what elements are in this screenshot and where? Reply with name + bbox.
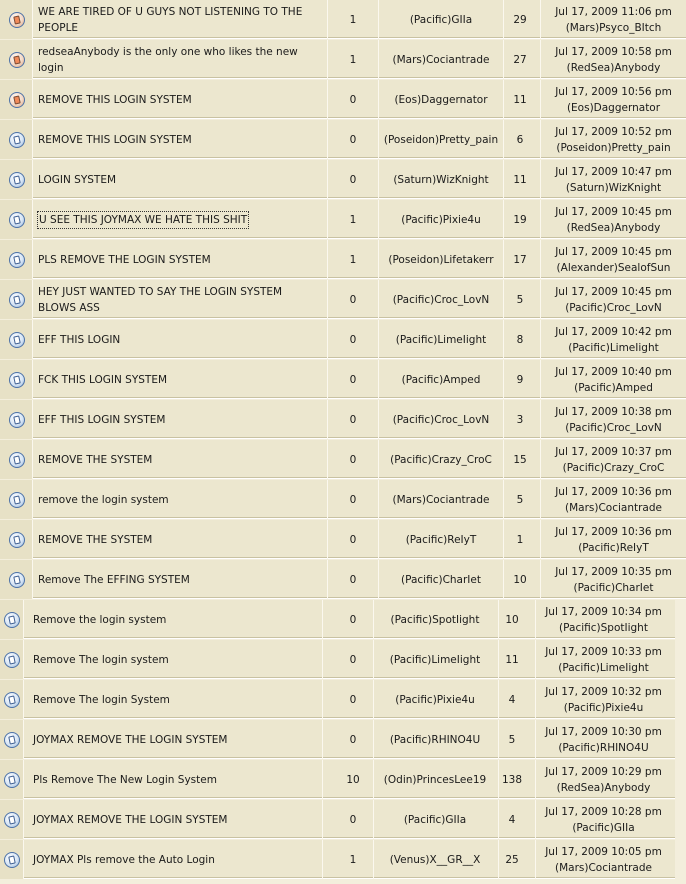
thread-author[interactable]: (Pacific)LimeIight bbox=[389, 653, 481, 666]
thread-author[interactable]: (Pacific)RHINO4U bbox=[389, 733, 481, 746]
thread-icon-cell bbox=[0, 240, 33, 279]
hot-topic-icon bbox=[9, 12, 25, 28]
reply-count: 0 bbox=[349, 133, 357, 146]
thread-row[interactable] bbox=[0, 280, 686, 319]
thread-row[interactable] bbox=[0, 360, 686, 399]
hot-topic-icon bbox=[9, 92, 25, 108]
view-count: 5 bbox=[516, 293, 524, 306]
last-post-date: Jul 17, 2009 10:45 pm bbox=[555, 205, 672, 218]
view-count: 138 bbox=[501, 773, 523, 786]
thread-subject-link[interactable] bbox=[33, 680, 303, 719]
topic-icon bbox=[9, 372, 25, 388]
last-post-user[interactable]: (Pacific)CharIet bbox=[573, 581, 654, 594]
last-post-date: Jul 17, 2009 10:42 pm bbox=[555, 325, 672, 338]
topic-icon bbox=[9, 252, 25, 268]
thread-row[interactable] bbox=[0, 240, 686, 279]
thread-row[interactable] bbox=[0, 480, 686, 519]
last-post bbox=[541, 440, 686, 479]
topic-icon bbox=[9, 172, 25, 188]
last-post-date: Jul 17, 2009 10:35 pm bbox=[555, 565, 672, 578]
thread-icon-cell bbox=[0, 560, 33, 599]
last-post-date: Jul 17, 2009 10:47 pm bbox=[555, 165, 672, 178]
thread-author[interactable]: (Pacific)ReIyT bbox=[405, 533, 477, 546]
last-post bbox=[541, 40, 686, 79]
thread-row[interactable] bbox=[0, 840, 675, 879]
thread-subject-link[interactable] bbox=[38, 440, 308, 479]
reply-count: 0 bbox=[349, 333, 357, 346]
reply-count: 1 bbox=[349, 213, 357, 226]
reply-count: 10 bbox=[346, 773, 360, 786]
thread-author[interactable]: (Pacific)Croc_LovN bbox=[392, 413, 490, 426]
column-divider bbox=[322, 840, 323, 879]
reply-count: 0 bbox=[349, 653, 357, 666]
thread-row[interactable] bbox=[0, 160, 686, 199]
last-post-user[interactable]: (Pacific)RHINO4U bbox=[558, 741, 649, 754]
view-count: 8 bbox=[516, 333, 524, 346]
thread-subject-link[interactable] bbox=[38, 40, 308, 79]
topic-icon bbox=[4, 812, 20, 828]
thread-author[interactable]: (Venus)X__GR__X bbox=[389, 853, 481, 866]
last-post bbox=[541, 320, 686, 359]
last-post bbox=[536, 600, 671, 639]
topic-icon bbox=[9, 572, 25, 588]
thread-icon-cell bbox=[0, 440, 33, 479]
thread-author[interactable]: (Pacific)CharIet bbox=[401, 573, 481, 586]
last-post bbox=[541, 520, 686, 559]
view-count: 4 bbox=[508, 693, 516, 706]
thread-subject[interactable]: Remove The login system bbox=[33, 653, 169, 666]
topic-icon bbox=[9, 532, 25, 548]
reply-count: 0 bbox=[349, 693, 357, 706]
view-count: 6 bbox=[516, 133, 524, 146]
last-post-user[interactable]: (Pacific)SpotIight bbox=[559, 621, 648, 634]
last-post bbox=[536, 640, 671, 679]
thread-author[interactable]: (Pacific)Amped bbox=[401, 373, 481, 386]
reply-count: 0 bbox=[349, 93, 357, 106]
view-count: 10 bbox=[505, 613, 519, 626]
last-post-date: Jul 17, 2009 10:58 pm bbox=[555, 45, 672, 58]
thread-subject-link[interactable] bbox=[38, 280, 308, 319]
thread-row[interactable] bbox=[0, 320, 686, 359]
thread-icon-cell bbox=[0, 760, 24, 799]
thread-author[interactable]: (Pacific)Pixie4u bbox=[395, 693, 475, 706]
thread-row[interactable] bbox=[0, 40, 686, 79]
thread-subject-link[interactable] bbox=[38, 560, 308, 599]
last-post-user[interactable]: (Pacific)LimeIight bbox=[568, 341, 659, 354]
thread-icon-cell bbox=[0, 800, 24, 839]
thread-row[interactable] bbox=[0, 120, 686, 159]
last-post-date: Jul 17, 2009 10:40 pm bbox=[555, 365, 672, 378]
topic-icon bbox=[4, 692, 20, 708]
thread-icon-cell bbox=[0, 400, 33, 439]
last-post-date: Jul 17, 2009 10:38 pm bbox=[555, 405, 672, 418]
thread-row[interactable] bbox=[0, 680, 675, 719]
thread-author[interactable]: (Mars)Cociantrade bbox=[392, 493, 490, 506]
thread-subject-link[interactable] bbox=[33, 840, 303, 879]
last-post-date: Jul 17, 2009 10:29 pm bbox=[545, 765, 662, 778]
last-post-date: Jul 17, 2009 10:45 pm bbox=[555, 285, 672, 298]
thread-icon-cell bbox=[0, 40, 33, 79]
thread-row[interactable] bbox=[0, 760, 675, 799]
view-count: 5 bbox=[508, 733, 516, 746]
reply-count: 0 bbox=[349, 413, 357, 426]
thread-icon-cell bbox=[0, 320, 33, 359]
topic-icon bbox=[4, 652, 20, 668]
reply-count: 0 bbox=[349, 733, 357, 746]
thread-author[interactable]: (Pacific)Croc_LovN bbox=[392, 293, 490, 306]
thread-author[interactable]: (Pacific)SpotIight bbox=[390, 613, 480, 626]
thread-subject[interactable]: LOGIN SYSTEM bbox=[38, 173, 117, 186]
thread-subject[interactable]: HEY JUST WANTED TO SAY THE LOGIN SYSTEM BLOWS ASS bbox=[38, 285, 283, 314]
reply-count: 1 bbox=[349, 53, 357, 66]
thread-subject[interactable]: JOYMAX REMOVE THE LOGIN SYSTEM bbox=[33, 813, 228, 826]
view-count: 3 bbox=[516, 413, 524, 426]
thread-row[interactable] bbox=[0, 440, 686, 479]
thread-subject[interactable]: FCK THIS LOGIN SYSTEM bbox=[38, 373, 168, 386]
column-divider bbox=[322, 760, 323, 799]
last-post-user[interactable]: (Pacific)Amped bbox=[574, 381, 653, 394]
thread-subject-link[interactable] bbox=[33, 760, 303, 799]
thread-subject[interactable]: Remove The EFFING SYSTEM bbox=[38, 573, 190, 586]
thread-author[interactable]: (Saturn)WizKnight bbox=[393, 173, 489, 186]
topic-icon bbox=[9, 412, 25, 428]
thread-row[interactable] bbox=[0, 560, 686, 599]
thread-subject-link[interactable] bbox=[33, 640, 303, 679]
last-post-user[interactable]: (Mars)Psyco_BItch bbox=[565, 21, 662, 34]
reply-count: 0 bbox=[349, 453, 357, 466]
thread-subject-link[interactable] bbox=[38, 520, 308, 559]
last-post-date: Jul 17, 2009 10:34 pm bbox=[545, 605, 662, 618]
thread-subject[interactable]: JOYMAX REMOVE THE LOGIN SYSTEM bbox=[33, 733, 228, 746]
thread-subject-link[interactable] bbox=[38, 240, 308, 279]
column-divider bbox=[322, 640, 323, 679]
thread-subject[interactable]: REMOVE THIS LOGIN SYSTEM bbox=[38, 133, 192, 146]
last-post bbox=[541, 280, 686, 319]
thread-subject[interactable]: PLS REMOVE THE LOGIN SYSTEM bbox=[38, 253, 211, 266]
view-count: 9 bbox=[516, 373, 524, 386]
thread-subject-link[interactable] bbox=[38, 120, 308, 159]
topic-icon bbox=[9, 492, 25, 508]
reply-count: 0 bbox=[349, 613, 357, 626]
last-post-user[interactable]: (Pacific)Croc_LovN bbox=[565, 301, 662, 314]
thread-row[interactable] bbox=[0, 520, 686, 559]
last-post bbox=[541, 400, 686, 439]
page-background-strip bbox=[675, 600, 686, 884]
view-count: 11 bbox=[513, 173, 527, 186]
view-count: 1 bbox=[516, 533, 524, 546]
reply-count: 1 bbox=[349, 253, 357, 266]
thread-subject[interactable]: EFF THIS LOGIN bbox=[38, 333, 121, 346]
thread-subject-link[interactable] bbox=[38, 400, 308, 439]
last-post-user[interactable]: (Mars)Cociantrade bbox=[554, 861, 652, 874]
thread-row[interactable] bbox=[0, 200, 686, 239]
last-post-date: Jul 17, 2009 10:32 pm bbox=[545, 685, 662, 698]
last-post bbox=[541, 80, 686, 119]
topic-icon bbox=[4, 772, 20, 788]
thread-author[interactable]: (Eos)Daggernator bbox=[394, 93, 488, 106]
last-post-user[interactable]: (Alexander)SealofSun bbox=[556, 261, 671, 274]
last-post bbox=[541, 560, 686, 599]
view-count: 11 bbox=[505, 653, 519, 666]
thread-row[interactable] bbox=[0, 80, 686, 119]
thread-subject-link[interactable] bbox=[38, 360, 308, 399]
last-post bbox=[536, 720, 671, 759]
column-divider bbox=[322, 720, 323, 759]
column-divider bbox=[322, 600, 323, 639]
thread-subject-link[interactable] bbox=[38, 0, 308, 39]
last-post bbox=[536, 760, 671, 799]
reply-count: 0 bbox=[349, 173, 357, 186]
thread-icon-cell bbox=[0, 680, 24, 719]
thread-subject-link[interactable] bbox=[38, 80, 308, 119]
thread-row[interactable] bbox=[0, 720, 675, 759]
thread-subject[interactable]: remove the login system bbox=[38, 493, 169, 506]
thread-author[interactable]: (Poseidon)Pretty_pain bbox=[383, 133, 499, 146]
last-post-date: Jul 17, 2009 10:36 pm bbox=[555, 525, 672, 538]
last-post bbox=[541, 480, 686, 519]
view-count: 29 bbox=[513, 13, 527, 26]
thread-subject-link[interactable] bbox=[33, 600, 303, 639]
last-post-date: Jul 17, 2009 10:45 pm bbox=[555, 245, 672, 258]
last-post-date: Jul 17, 2009 10:37 pm bbox=[555, 445, 672, 458]
thread-author[interactable]: (Pacific)GIIa bbox=[403, 813, 467, 826]
thread-subject[interactable]: Remove the login system bbox=[33, 613, 167, 626]
reply-count: 0 bbox=[349, 293, 357, 306]
last-post-date: Jul 17, 2009 11:06 pm bbox=[555, 5, 672, 18]
last-post-user[interactable]: (Pacific)Croc_LovN bbox=[565, 421, 662, 434]
thread-row[interactable] bbox=[0, 600, 675, 639]
thread-row[interactable] bbox=[0, 640, 675, 679]
thread-subject[interactable]: U SEE THIS JOYMAX WE HATE THIS SHIT bbox=[39, 213, 248, 226]
last-post bbox=[536, 680, 671, 719]
thread-author[interactable]: (Pacific)Pixie4u bbox=[401, 213, 481, 226]
view-count: 27 bbox=[513, 53, 527, 66]
thread-icon-cell bbox=[0, 200, 33, 239]
thread-author[interactable]: (Mars)Cociantrade bbox=[392, 53, 490, 66]
last-post-user[interactable]: (RedSea)Anybody bbox=[566, 221, 661, 234]
hot-topic-icon bbox=[9, 52, 25, 68]
last-post bbox=[541, 240, 686, 279]
view-count: 15 bbox=[513, 453, 527, 466]
last-post bbox=[541, 120, 686, 159]
thread-subject[interactable]: JOYMAX Pls remove the Auto Login bbox=[33, 853, 215, 866]
view-count: 10 bbox=[513, 573, 527, 586]
thread-subject[interactable]: Remove The login System bbox=[33, 693, 170, 706]
reply-count: 0 bbox=[349, 573, 357, 586]
reply-count: 0 bbox=[349, 373, 357, 386]
last-post bbox=[536, 840, 671, 879]
last-post-date: Jul 17, 2009 10:28 pm bbox=[545, 805, 662, 818]
view-count: 25 bbox=[505, 853, 519, 866]
thread-subject-link[interactable] bbox=[38, 160, 308, 199]
view-count: 19 bbox=[513, 213, 527, 226]
thread-icon-cell bbox=[0, 840, 24, 879]
reply-count: 1 bbox=[349, 853, 357, 866]
last-post-date: Jul 17, 2009 10:56 pm bbox=[555, 85, 672, 98]
thread-icon-cell bbox=[0, 120, 33, 159]
thread-icon-cell bbox=[0, 600, 24, 639]
last-post bbox=[541, 360, 686, 399]
last-post-user[interactable]: (Poseidon)Pretty_pain bbox=[556, 141, 671, 154]
topic-icon bbox=[4, 732, 20, 748]
view-count: 5 bbox=[516, 493, 524, 506]
topic-icon bbox=[4, 612, 20, 628]
topic-icon bbox=[9, 132, 25, 148]
last-post-date: Jul 17, 2009 10:30 pm bbox=[545, 725, 662, 738]
thread-subject[interactable]: Pls Remove The New Login System bbox=[33, 773, 217, 786]
last-post bbox=[541, 160, 686, 199]
topic-icon bbox=[4, 852, 20, 868]
thread-subject[interactable]: EFF THIS LOGIN SYSTEM bbox=[38, 413, 166, 426]
thread-author[interactable]: (Pacific)Crazy_CroC bbox=[390, 453, 492, 466]
last-post-user[interactable]: (RedSea)Anybody bbox=[566, 61, 661, 74]
last-post-date: Jul 17, 2009 10:05 pm bbox=[545, 845, 662, 858]
thread-row[interactable] bbox=[0, 0, 686, 39]
thread-row[interactable] bbox=[0, 400, 686, 439]
thread-icon-cell bbox=[0, 720, 24, 759]
last-post bbox=[541, 0, 686, 39]
thread-subject-link[interactable] bbox=[33, 800, 303, 839]
last-post-date: Jul 17, 2009 10:36 pm bbox=[555, 485, 672, 498]
thread-icon-cell bbox=[0, 280, 33, 319]
thread-subject[interactable]: REMOVE THE SYSTEM bbox=[38, 453, 153, 466]
last-post-user[interactable]: (Eos)Daggernator bbox=[566, 101, 661, 114]
last-post-user[interactable]: (Pacific)Crazy_CroC bbox=[562, 461, 665, 474]
thread-subject-link[interactable] bbox=[38, 320, 308, 359]
last-post bbox=[541, 200, 686, 239]
reply-count: 0 bbox=[349, 813, 357, 826]
thread-icon-cell bbox=[0, 160, 33, 199]
thread-subject-link[interactable] bbox=[38, 200, 308, 239]
thread-author[interactable]: (Odin)PrincesLee19 bbox=[383, 773, 487, 786]
thread-subject-link[interactable] bbox=[33, 720, 303, 759]
last-post-user[interactable]: (Pacific)Pixie4u bbox=[563, 701, 644, 714]
last-post-user[interactable]: (Mars)Cociantrade bbox=[564, 501, 662, 514]
last-post-user[interactable]: (Pacific)ReIyT bbox=[578, 541, 649, 554]
topic-icon bbox=[9, 292, 25, 308]
thread-icon-cell bbox=[0, 640, 24, 679]
thread-subject[interactable]: WE ARE TIRED OF U GUYS NOT LISTENING TO THE PEOPLE bbox=[38, 5, 303, 34]
view-count: 4 bbox=[508, 813, 516, 826]
topic-icon bbox=[9, 212, 25, 228]
last-post-date: Jul 17, 2009 10:33 pm bbox=[545, 645, 662, 658]
thread-icon-cell bbox=[0, 360, 33, 399]
view-count: 17 bbox=[513, 253, 527, 266]
view-count: 11 bbox=[513, 93, 527, 106]
reply-count: 0 bbox=[349, 533, 357, 546]
column-divider bbox=[322, 800, 323, 839]
last-post-date: Jul 17, 2009 10:52 pm bbox=[555, 125, 672, 138]
topic-icon bbox=[9, 452, 25, 468]
last-post bbox=[536, 800, 671, 839]
topic-icon bbox=[9, 332, 25, 348]
thread-icon-cell bbox=[0, 520, 33, 559]
reply-count: 0 bbox=[349, 493, 357, 506]
thread-subject-link[interactable] bbox=[38, 480, 308, 519]
last-post-user[interactable]: (Pacific)GIIa bbox=[572, 821, 635, 834]
thread-icon-cell bbox=[0, 480, 33, 519]
last-post-user[interactable]: (Saturn)WizKnight bbox=[565, 181, 662, 194]
thread-subject[interactable]: REMOVE THE SYSTEM bbox=[38, 533, 153, 546]
reply-count: 1 bbox=[349, 13, 357, 26]
thread-author[interactable]: (Pacific)GIIa bbox=[409, 13, 473, 26]
last-post-user[interactable]: (RedSea)Anybody bbox=[556, 781, 651, 794]
thread-icon-cell bbox=[0, 0, 33, 39]
thread-subject[interactable]: redseaAnybody is the only one who likes the new login bbox=[38, 45, 298, 74]
thread-row[interactable] bbox=[0, 800, 675, 839]
column-divider bbox=[322, 680, 323, 719]
thread-icon-cell bbox=[0, 80, 33, 119]
thread-author[interactable]: (Poseidon)Lifetakerr bbox=[388, 253, 494, 266]
thread-author[interactable]: (Pacific)LimeIight bbox=[395, 333, 487, 346]
last-post-user[interactable]: (Pacific)LimeIight bbox=[558, 661, 649, 674]
thread-subject[interactable]: REMOVE THIS LOGIN SYSTEM bbox=[38, 93, 192, 106]
